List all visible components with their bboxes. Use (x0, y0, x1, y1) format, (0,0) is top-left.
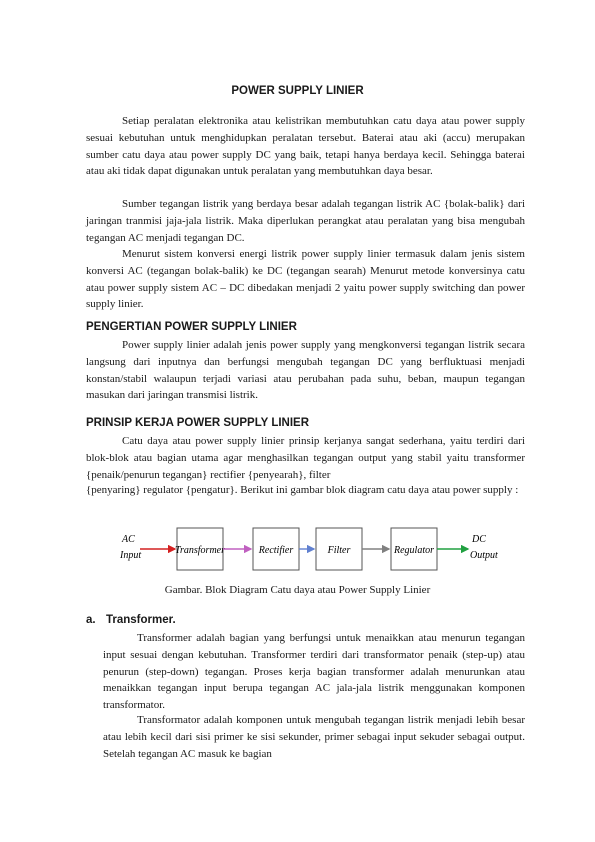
block-transformer-label: Transformer (174, 545, 226, 556)
transformer-paragraph-2: Transformator adalah komponen untuk mengubah tegangan listrik menjadi lebih besar atau lebih kecil dari sisi primer ke sisi sekunder, primer sebagai input sekuder sebagai output. Setelah tegangan AC masuk ke bagian (103, 714, 525, 760)
section-prinsip-text-a: Catu daya atau power supply linier prinsip kerjanya sangat sederhana, yaitu terdiri dari blok-blok atau bagian utama agar menghasilkan tegangan output yang stabil yaitu transformer {penaik/penurun tegangan} rectifier {penyearah}, filter (86, 435, 525, 481)
subsection-title: Transformer. (106, 614, 176, 626)
subsection-heading-transformer (86, 614, 176, 626)
block-rectifier-label: Rectifier (258, 545, 294, 556)
block-diagram (108, 522, 498, 578)
intro-paragraph-3: Menurut sistem konversi energi listrik power supply linier termasuk dalam jenis sistem konversi AC (tegangan bolak-balik) ke DC (tegangan searah) Menurut metode konversinya catu atau power supply sistem AC – DC dibedakan menjadi 2 yaitu power supply switching dan power supply linier. (86, 248, 525, 311)
section-pengertian-text: Power supply linier adalah jenis power supply yang mengkonversi tegangan listrik secara langsung dari inputnya dan berfungsi mengubah tegangan DC yang berfluktuasi menjadi konstan/stabil walaupun terjadi variasi atau perubahan pada suhu, beban, maupun tegangan masukan dari jaringan transmisi listrik. (86, 339, 525, 402)
block-filter-label: Filter (327, 545, 351, 556)
block-regulator-label: Regulator (394, 545, 434, 556)
intro-paragraph-2: Sumber tegangan listrik yang berdaya besar adalah tegangan listrik AC {bolak-balik} dari jaringan tranmisi jaja-jala listrik. Maka diperlukan perangkat atau peralatan yang bisa mengubah tegangan AC menjadi tegangan DC. (86, 198, 525, 244)
section-heading-prinsip: PRINSIP KERJA POWER SUPPLY LINIER (86, 417, 310, 429)
diagram-output-label-output: Output (470, 550, 498, 561)
diagram-output-label-dc: DC (472, 534, 486, 545)
diagram-input-label-ac: AC (122, 534, 135, 545)
section-heading-pengertian: PENGERTIAN POWER SUPPLY LINIER (86, 321, 297, 333)
intro-paragraph-1: Setiap peralatan elektronika atau kelistrikan membutuhkan catu daya atau power supply sesuai kebutuhan untuk menghidupkan peralatan tersebut. Baterai atau aki (accu) merupakan sumber catu daya atau power supply DC yang baik, tetapi hanya berdaya kecil. Sehingga baterai atau aki tidak dapat digunakan untuk peralatan yang membutuhkan daya besar. (86, 115, 525, 178)
diagram-input-label-input: Input (120, 550, 142, 561)
transformer-paragraph-1: Transformer adalah bagian yang berfungsi untuk menaikkan atau menurun tegangan input sesuai dengan kebutuhan. Transformer terdiri dari transformator penaik (step-up) atau penurun (step-down) tegangan. Proses kerja bagian transformer adalah menurunkan atau menaikkan tegangan input berupa tegangan AC jala-jala listrik menggunakan komponen transformator. (103, 632, 525, 712)
subsection-marker: a. (86, 614, 96, 626)
figure-caption: Gambar. Blok Diagram Catu daya atau Power Supply Linier (164, 584, 431, 596)
section-prinsip-text-b: {penyaring} regulator {pengatur}. Berikut ini gambar blok diagram catu daya atau power supply : (86, 484, 519, 496)
document-title: POWER SUPPLY LINIER (231, 85, 364, 97)
